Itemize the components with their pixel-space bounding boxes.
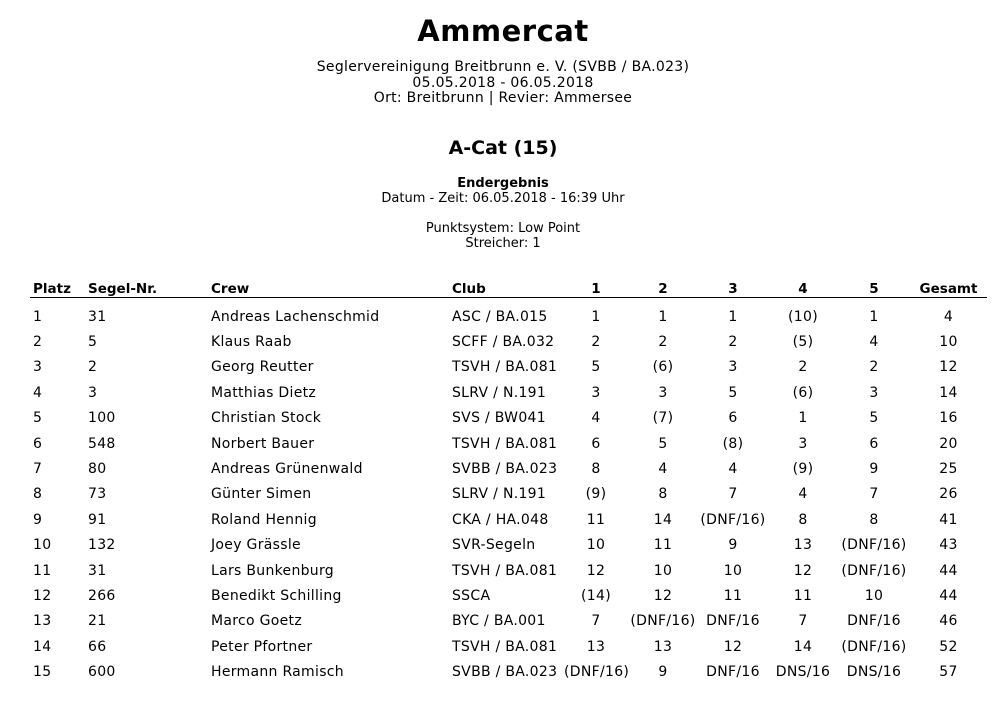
- cell-race-1: (DNF/16): [564, 664, 630, 681]
- cell-club: SVR-Segeln: [452, 537, 536, 554]
- cell-sail-number: 548: [88, 435, 116, 452]
- table-row: [30, 634, 987, 659]
- cell-race-4: 13: [793, 537, 813, 554]
- cell-total: 44: [939, 587, 958, 604]
- cell-total: 52: [939, 638, 958, 655]
- cell-race-5: 6: [869, 435, 879, 452]
- cell-crew: Hermann Ramisch: [211, 664, 344, 681]
- column-header-crew: Crew: [208, 278, 449, 298]
- cell-race-3: 12: [723, 638, 743, 655]
- cell-race-3: 10: [723, 562, 743, 579]
- cell-race-2: 14: [653, 511, 673, 528]
- cell-club: TSVH / BA.081: [452, 562, 558, 579]
- column-header-total: Gesamt: [910, 278, 987, 298]
- table-row: [30, 329, 987, 354]
- cell-race-5: 4: [869, 334, 879, 351]
- cell-race-4: 7: [798, 613, 808, 630]
- cell-race-5: 7: [869, 486, 879, 503]
- cell-total: 20: [939, 435, 958, 452]
- cell-crew: Georg Reutter: [211, 359, 314, 376]
- table-row: [30, 406, 987, 431]
- cell-race-5: 3: [869, 384, 879, 401]
- cell-race-3: 2: [728, 334, 738, 351]
- cell-race-1: 8: [591, 461, 601, 478]
- cell-race-4: (6): [792, 384, 814, 401]
- cell-total: 16: [939, 410, 958, 427]
- cell-race-3: 1: [728, 308, 738, 325]
- cell-race-1: (9): [585, 486, 607, 503]
- cell-total: 46: [939, 613, 958, 630]
- scoring-system: Punktsystem: Low Point: [425, 221, 581, 236]
- cell-place: 13: [33, 613, 52, 630]
- cell-race-3: (8): [722, 435, 744, 452]
- cell-race-2: (DNF/16): [630, 613, 696, 630]
- cell-race-2: 4: [658, 461, 668, 478]
- cell-total: 4: [943, 308, 954, 325]
- table-row: [30, 507, 987, 532]
- table-row: [30, 609, 987, 634]
- cell-total: 25: [939, 461, 958, 478]
- column-header-race-1: 1: [564, 278, 628, 298]
- cell-sail-number: 80: [88, 461, 107, 478]
- table-row: [30, 380, 987, 405]
- cell-race-3: 7: [728, 486, 738, 503]
- cell-sail-number: 21: [88, 613, 107, 630]
- table-row: [30, 431, 987, 456]
- cell-race-4: (10): [788, 308, 818, 325]
- cell-club: SSCA: [452, 587, 491, 604]
- column-header-race-2: 2: [628, 278, 698, 298]
- cell-race-2: 8: [658, 486, 668, 503]
- cell-race-2: 9: [658, 664, 668, 681]
- cell-race-4: (5): [792, 334, 814, 351]
- cell-race-5: DNS/16: [846, 664, 902, 681]
- cell-race-5: (DNF/16): [841, 638, 907, 655]
- cell-crew: Marco Goetz: [211, 613, 302, 630]
- column-header-race-4: 4: [768, 278, 838, 298]
- cell-race-4: 1: [798, 410, 808, 427]
- column-header-sail: Segel-Nr.: [85, 278, 208, 298]
- cell-sail-number: 600: [88, 664, 116, 681]
- scoring-info: [0, 221, 1006, 251]
- cell-place: 9: [33, 511, 43, 528]
- cell-club: SVBB / BA.023: [452, 664, 558, 681]
- cell-race-1: (14): [581, 587, 611, 604]
- cell-place: 5: [33, 410, 43, 427]
- cell-race-3: DNF/16: [706, 664, 760, 681]
- event-title: Ammercat: [417, 14, 589, 48]
- cell-total: 10: [939, 334, 958, 351]
- cell-club: SLRV / N.191: [452, 486, 547, 503]
- cell-sail-number: 2: [88, 359, 98, 376]
- cell-race-2: 2: [658, 334, 668, 351]
- result-heading: Endergebnis: [457, 176, 549, 191]
- cell-place: 3: [33, 359, 43, 376]
- table-row: [30, 583, 987, 608]
- column-header-place: Platz: [30, 278, 85, 298]
- table-row: [30, 558, 987, 583]
- table-row: [30, 298, 987, 330]
- cell-race-1: 2: [591, 334, 601, 351]
- cell-club: TSVH / BA.081: [452, 435, 558, 452]
- cell-race-3: 11: [723, 587, 743, 604]
- cell-race-3: 4: [728, 461, 738, 478]
- cell-sail-number: 91: [88, 511, 107, 528]
- cell-race-4: 3: [798, 435, 808, 452]
- cell-club: CKA / HA.048: [452, 511, 549, 528]
- cell-race-5: 1: [869, 308, 879, 325]
- cell-place: 10: [33, 537, 52, 554]
- cell-race-4: 14: [793, 638, 813, 655]
- cell-place: 12: [33, 587, 52, 604]
- event-organizer: Seglervereinigung Breitbrunn e. V. (SVBB / BA.023): [316, 59, 690, 75]
- cell-race-2: 5: [658, 435, 668, 452]
- table-row: [30, 456, 987, 481]
- cell-crew: Matthias Dietz: [211, 384, 317, 401]
- cell-race-2: (7): [652, 410, 674, 427]
- cell-total: 14: [939, 384, 958, 401]
- cell-crew: Andreas Grünenwald: [211, 461, 363, 478]
- cell-race-3: 5: [728, 384, 738, 401]
- cell-crew: Benedikt Schilling: [211, 587, 342, 604]
- cell-race-5: 8: [869, 511, 879, 528]
- cell-race-1: 7: [591, 613, 601, 630]
- cell-race-4: 2: [798, 359, 808, 376]
- cell-race-1: 11: [586, 511, 606, 528]
- cell-sail-number: 266: [88, 587, 116, 604]
- cell-crew: Peter Pfortner: [211, 638, 313, 655]
- cell-crew: Joey Grässle: [211, 537, 301, 554]
- cell-race-1: 12: [586, 562, 606, 579]
- table-header-row: [30, 278, 987, 298]
- cell-total: 43: [939, 537, 958, 554]
- cell-total: 12: [939, 359, 958, 376]
- cell-crew: Klaus Raab: [211, 334, 292, 351]
- cell-race-2: 10: [653, 562, 673, 579]
- cell-club: TSVH / BA.081: [452, 638, 558, 655]
- column-header-race-3: 3: [698, 278, 768, 298]
- cell-sail-number: 5: [88, 334, 98, 351]
- cell-race-2: 1: [658, 308, 668, 325]
- cell-race-4: DNS/16: [775, 664, 831, 681]
- cell-place: 14: [33, 638, 52, 655]
- event-location: Ort: Breitbrunn | Revier: Ammersee: [373, 90, 633, 106]
- cell-race-4: 4: [798, 486, 808, 503]
- cell-race-4: 11: [793, 587, 813, 604]
- cell-race-3: 6: [728, 410, 738, 427]
- cell-race-2: 12: [653, 587, 673, 604]
- cell-race-4: 8: [798, 511, 808, 528]
- cell-race-2: 3: [658, 384, 668, 401]
- cell-total: 44: [939, 562, 958, 579]
- cell-club: SVS / BW041: [452, 410, 546, 427]
- cell-sail-number: 31: [88, 308, 107, 325]
- cell-race-1: 5: [591, 359, 601, 376]
- cell-club: BYC / BA.001: [452, 613, 546, 630]
- cell-crew: Christian Stock: [211, 410, 322, 427]
- column-header-club: Club: [449, 278, 564, 298]
- cell-club: TSVH / BA.081: [452, 359, 558, 376]
- cell-place: 15: [33, 664, 52, 681]
- cell-race-5: (DNF/16): [841, 562, 907, 579]
- cell-sail-number: 66: [88, 638, 107, 655]
- cell-race-1: 3: [591, 384, 601, 401]
- cell-race-1: 1: [591, 308, 601, 325]
- table-row: [30, 355, 987, 380]
- cell-sail-number: 132: [88, 537, 116, 554]
- cell-crew: Lars Bunkenburg: [211, 562, 334, 579]
- result-info: [0, 176, 1006, 206]
- cell-crew: Günter Simen: [211, 486, 312, 503]
- cell-place: 8: [33, 486, 43, 503]
- cell-race-5: (DNF/16): [841, 537, 907, 554]
- cell-place: 11: [33, 562, 52, 579]
- cell-total: 41: [939, 511, 958, 528]
- cell-club: SLRV / N.191: [452, 384, 547, 401]
- cell-race-2: 13: [653, 638, 673, 655]
- cell-race-1: 13: [586, 638, 606, 655]
- cell-total: 26: [939, 486, 958, 503]
- cell-race-3: (DNF/16): [700, 511, 766, 528]
- cell-club: SCFF / BA.032: [452, 334, 555, 351]
- column-header-race-5: 5: [838, 278, 910, 298]
- table-row: [30, 659, 987, 684]
- cell-club: SVBB / BA.023: [452, 461, 558, 478]
- scoring-discards: Streicher: 1: [465, 236, 541, 251]
- cell-race-1: 6: [591, 435, 601, 452]
- table-row: [30, 533, 987, 558]
- cell-sail-number: 73: [88, 486, 107, 503]
- cell-race-5: 5: [869, 410, 879, 427]
- cell-place: 7: [33, 461, 43, 478]
- cell-place: 4: [33, 384, 43, 401]
- cell-crew: Norbert Bauer: [211, 435, 315, 452]
- cell-race-4: (9): [792, 461, 814, 478]
- cell-club: ASC / BA.015: [452, 308, 548, 325]
- cell-race-4: 12: [793, 562, 813, 579]
- result-datetime: Datum - Zeit: 06.05.2018 - 16:39 Uhr: [381, 191, 625, 206]
- cell-sail-number: 31: [88, 562, 107, 579]
- cell-total: 57: [939, 664, 958, 681]
- cell-race-5: DNF/16: [847, 613, 901, 630]
- cell-race-1: 10: [586, 537, 606, 554]
- cell-race-2: 11: [653, 537, 673, 554]
- class-title: A-Cat (15): [448, 137, 558, 159]
- cell-race-2: (6): [652, 359, 674, 376]
- cell-sail-number: 3: [88, 384, 98, 401]
- cell-race-3: 9: [728, 537, 738, 554]
- cell-place: 2: [33, 334, 43, 351]
- event-dates: 05.05.2018 - 06.05.2018: [412, 74, 594, 91]
- cell-race-3: DNF/16: [706, 613, 760, 630]
- cell-race-5: 9: [869, 461, 879, 478]
- cell-race-3: 3: [728, 359, 738, 376]
- results-table: [30, 278, 987, 685]
- table-row: [30, 482, 987, 507]
- cell-race-5: 2: [869, 359, 879, 376]
- results-body: [30, 298, 987, 685]
- cell-crew: Andreas Lachenschmid: [211, 308, 380, 325]
- event-info: [0, 60, 1006, 107]
- cell-race-5: 10: [864, 587, 884, 604]
- cell-race-1: 4: [591, 410, 601, 427]
- cell-place: 6: [33, 435, 43, 452]
- cell-crew: Roland Hennig: [211, 511, 317, 528]
- cell-place: 1: [33, 308, 43, 325]
- cell-sail-number: 100: [88, 410, 116, 427]
